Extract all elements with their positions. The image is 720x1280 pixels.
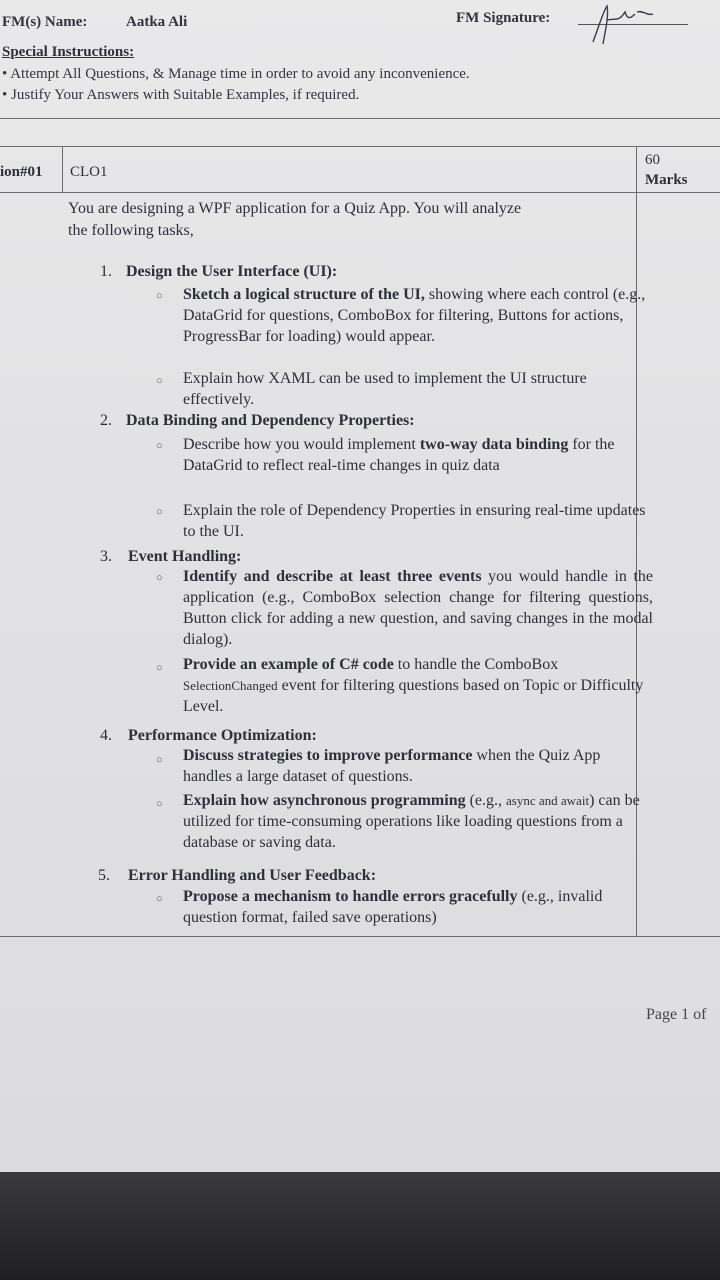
bullet-icon: ○ [156,662,163,674]
special-instructions-title: Special Instructions: [2,44,135,60]
bullet-icon: ○ [156,754,163,766]
section-number: 3. [100,548,112,565]
bullet-icon: ○ [156,290,163,302]
divider [0,118,720,119]
task-item: Explain how asynchronous programming (e.g., async and await) can be utilized for time-consuming operations like loading questions from a database or saving data. [183,792,640,851]
task-item: Explain how XAML can be used to implement the UI structure effectively. [183,370,587,408]
intro-text: the following tasks, [68,222,194,239]
divider [0,146,720,147]
section-title: Performance Optimization: [128,727,317,744]
instruction-item: • Justify Your Answers with Suitable Examples, if required. [2,87,360,103]
marks-label: Marks [645,172,688,188]
name-label: FM(s) Name: [2,14,88,30]
bullet-icon: ○ [156,572,163,584]
bullet-icon: ○ [156,893,163,905]
name-value: Aatka Ali [126,14,188,30]
page-number: Page 1 of [646,1006,707,1023]
instruction-item: • Attempt All Questions, & Manage time in order to avoid any inconvenience. [2,66,470,82]
clo-label: CLO1 [70,164,108,180]
section-title: Error Handling and User Feedback: [128,867,377,884]
bullet-icon: ○ [156,798,163,810]
task-item: Sketch a logical structure of the UI, showing where each control (e.g., DataGrid for questions, ComboBox for filtering, Buttons for actions, ProgressBar for loading) would appear. [183,286,646,345]
task-item: Explain the role of Dependency Properties in ensuring real-time updates to the UI. [183,502,646,540]
bullet-icon: ○ [156,506,163,518]
background-surface [0,1172,720,1280]
signature-icon [585,2,665,46]
section-title: Data Binding and Dependency Properties: [126,412,415,429]
bullet-icon: ○ [156,375,163,387]
task-item: Provide an example of C# code to handle the ComboBox SelectionChanged event for filtering questions based on Topic or Difficulty Level. [183,656,644,715]
section-number: 5. [98,867,110,884]
intro-text: You are designing a WPF application for a Quiz App. You will analyze [68,200,522,217]
table-column-divider [62,146,63,192]
section-title: Event Handling: [128,548,242,565]
section-number: 1. [100,263,112,280]
task-item: Discuss strategies to improve performance when the Quiz App handles a large dataset of questions. [183,747,601,785]
signature-label: FM Signature: [456,10,551,26]
section-number: 2. [100,412,112,429]
section-number: 4. [100,727,112,744]
task-item: Identify and describe at least three events you would handle in the application (e.g., ComboBox selection change for filtering questions, Button click for adding a new question, and saving changes in the modal dialog). [183,568,654,648]
task-item: Propose a mechanism to handle errors gracefully (e.g., invalid question format, failed save operations) [183,888,603,926]
table-bottom-border [0,936,720,937]
section-title: Design the User Interface (UI): [126,263,338,280]
question-number: ion#01 [0,164,43,180]
bullet-icon: ○ [156,440,163,452]
marks-value: 60 [645,152,660,168]
task-item: Describe how you would implement two-way data binding for the DataGrid to reflect real-time changes in quiz data [183,436,615,474]
table-row-divider [0,192,720,193]
